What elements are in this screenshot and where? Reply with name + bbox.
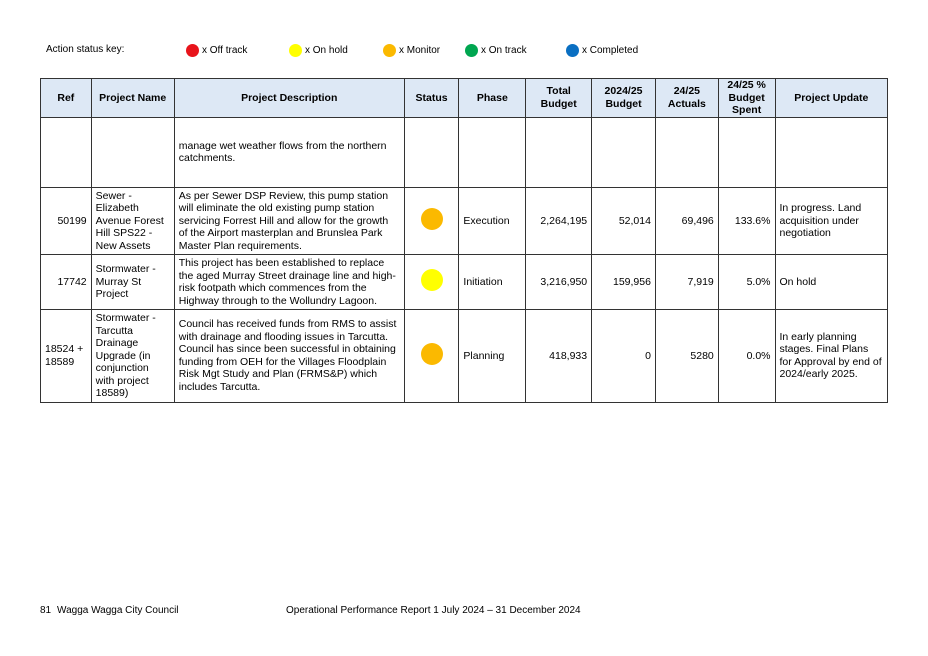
header-ref: Ref <box>41 79 92 118</box>
header-actuals: 24/25 Actuals <box>655 79 718 118</box>
key-item-on-hold <box>289 44 348 57</box>
yellow-circle-icon <box>289 44 302 57</box>
header-project-update: Project Update <box>775 79 888 118</box>
cell-total-budget <box>526 117 592 187</box>
cell-actuals <box>655 117 718 187</box>
key-item-monitor <box>383 44 440 57</box>
cell-total-budget: 418,933 <box>526 310 592 403</box>
cell-budget-spent: 0.0% <box>718 310 775 403</box>
project-table <box>40 78 888 403</box>
footer-report-title: Operational Performance Report 1 July 2024 – 31 December 2024 <box>286 605 581 616</box>
table-header-row <box>41 79 888 118</box>
amber-circle-icon <box>421 343 443 365</box>
key-label-off-track: x Off track <box>202 45 248 56</box>
key-item-on-track <box>465 44 527 57</box>
table-row <box>41 187 888 255</box>
green-circle-icon <box>465 44 478 57</box>
cell-ref: 17742 <box>41 255 92 310</box>
key-label-on-track: x On track <box>481 45 527 56</box>
amber-circle-icon <box>421 208 443 230</box>
cell-ref <box>41 117 92 187</box>
cell-budget-spent <box>718 117 775 187</box>
key-label-monitor: x Monitor <box>399 45 441 56</box>
table-row <box>41 255 888 310</box>
cell-phase <box>459 117 526 187</box>
header-status: Status <box>404 79 459 118</box>
key-item-completed <box>566 44 638 57</box>
cell-phase: Planning <box>459 310 526 403</box>
cell-status <box>404 117 459 187</box>
key-label-on-hold: x On hold <box>305 45 348 56</box>
status-key-title: Action status key: <box>46 44 125 55</box>
cell-status <box>404 255 459 310</box>
header-budget-spent: 24/25 % Budget Spent <box>718 79 775 118</box>
cell-project-description: Council has received funds from RMS to assist with drainage and flooding issues in Tarcutta. Council has since been successful in obtaining funding from OEH for the Villages Floodplain Risk Mgt Study and Plan (FRMS&P) which includes Tarcutta. <box>174 310 404 403</box>
header-project-description: Project Description <box>174 79 404 118</box>
cell-project-name: Sewer - Elizabeth Avenue Forest Hill SPS22 - New Assets <box>91 187 174 255</box>
cell-status <box>404 310 459 403</box>
cell-phase: Execution <box>459 187 526 255</box>
cell-project-description: As per Sewer DSP Review, this pump station will eliminate the old existing pump station servicing Forrest Hill and allow for the growth of the Airport masterplan and Brunslea Park Master Plan requirements. <box>174 187 404 255</box>
cell-budget: 0 <box>592 310 656 403</box>
cell-project-update: In early planning stages. Final Plans for Approval by end of 2024/early 2025. <box>775 310 888 403</box>
key-label-completed: x Completed <box>582 45 639 56</box>
header-total-budget: Total Budget <box>526 79 592 118</box>
header-budget: 2024/25 Budget <box>592 79 656 118</box>
cell-budget-spent: 133.6% <box>718 187 775 255</box>
cell-budget-spent: 5.0% <box>718 255 775 310</box>
cell-status <box>404 187 459 255</box>
cell-budget: 52,014 <box>592 187 656 255</box>
red-circle-icon <box>186 44 199 57</box>
footer-organisation: Wagga Wagga City Council <box>57 605 179 616</box>
cell-project-update: On hold <box>775 255 888 310</box>
cell-project-name: Stormwater - Tarcutta Drainage Upgrade (in conjunction with project 18589) <box>91 310 174 403</box>
key-item-off-track <box>186 44 247 57</box>
cell-project-update: In progress. Land acquisition under negotiation <box>775 187 888 255</box>
footer-page-number: 81 <box>40 605 52 616</box>
cell-phase: Initiation <box>459 255 526 310</box>
cell-total-budget: 3,216,950 <box>526 255 592 310</box>
table-row <box>41 117 888 187</box>
cell-ref: 18524 + 18589 <box>41 310 92 403</box>
cell-project-name <box>91 117 174 187</box>
header-phase: Phase <box>459 79 526 118</box>
cell-project-update <box>775 117 888 187</box>
cell-actuals: 69,496 <box>655 187 718 255</box>
blue-circle-icon <box>566 44 579 57</box>
header-project-name: Project Name <box>91 79 174 118</box>
cell-budget <box>592 117 656 187</box>
cell-budget: 159,956 <box>592 255 656 310</box>
cell-actuals: 7,919 <box>655 255 718 310</box>
cell-project-name: Stormwater - Murray St Project <box>91 255 174 310</box>
cell-actuals: 5280 <box>655 310 718 403</box>
cell-project-description: manage wet weather flows from the northern catchments. <box>174 117 404 187</box>
table-row <box>41 310 888 403</box>
amber-circle-icon <box>383 44 396 57</box>
cell-total-budget: 2,264,195 <box>526 187 592 255</box>
yellow-circle-icon <box>421 269 443 291</box>
cell-ref: 50199 <box>41 187 92 255</box>
cell-project-description: This project has been established to replace the aged Murray Street drainage line and high-risk footpath which commences from the Highway through to the Wollundry Lagoon. <box>174 255 404 310</box>
